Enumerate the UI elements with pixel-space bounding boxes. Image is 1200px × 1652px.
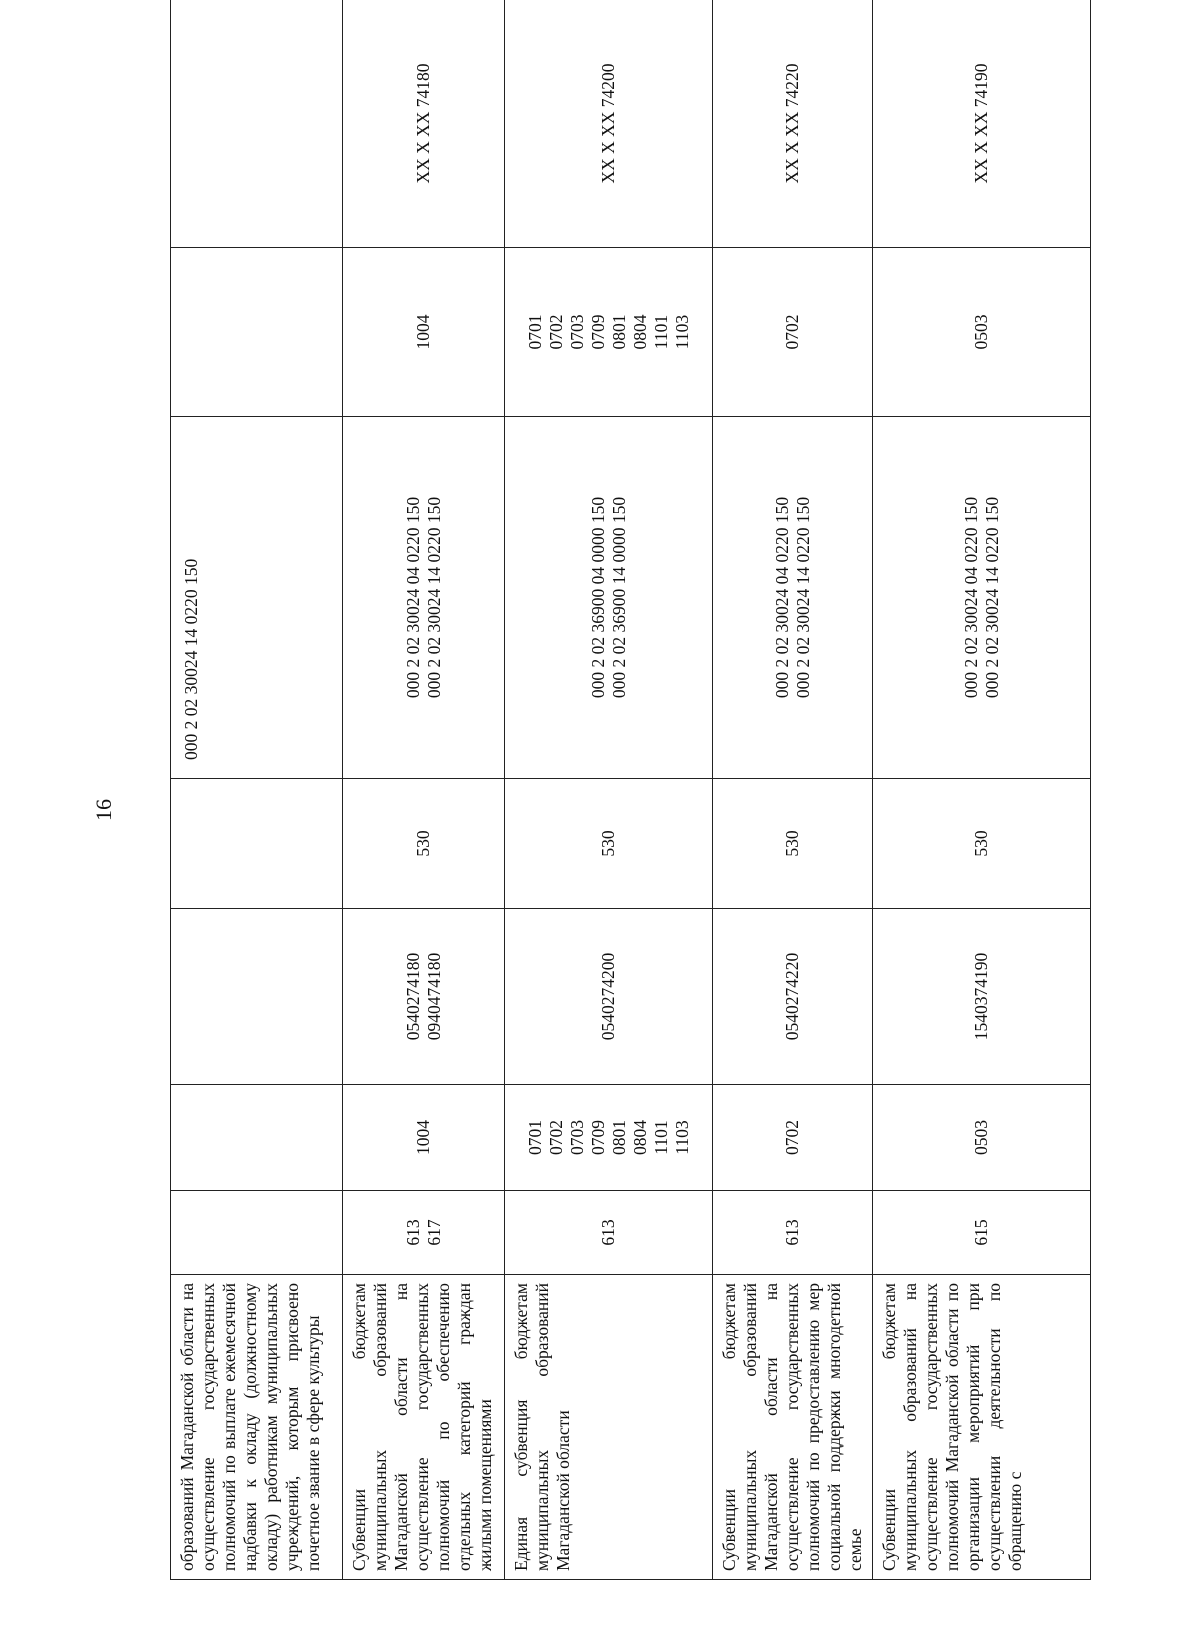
cell-line: 000 2 02 30024 04 0220 150 xyxy=(960,496,981,699)
vr-cell xyxy=(171,1191,343,1275)
cell-line: 615 xyxy=(971,1219,991,1246)
table-row xyxy=(171,0,343,1580)
description-cell: Субвенции бюджетам муниципальных образований Магаданской области на осуществление государственных полномочий по обеспечению отдельных категорий граждан жилыми помещениями xyxy=(343,1275,505,1580)
rz-prz-cell xyxy=(505,1085,713,1191)
cell-line: 0801 xyxy=(608,1120,629,1155)
cell-line: 000 2 02 30024 04 0220 150 xyxy=(771,496,792,699)
page-number: 16 xyxy=(91,799,116,821)
vr2-cell: 530 xyxy=(713,779,873,909)
rz-prz-cell xyxy=(343,1085,505,1191)
rz-prz-cell xyxy=(713,1085,873,1191)
cell-line: 0801 xyxy=(608,314,629,350)
code-cell: XX X XX 74180 xyxy=(343,0,505,248)
csr-cell xyxy=(505,909,713,1085)
description-cell: Единая субвенция бюджетам муниципальных образований Магаданской области xyxy=(505,1275,713,1580)
cell-line: 617 xyxy=(423,1219,444,1246)
vr-cell xyxy=(343,1191,505,1275)
cell-line: 000 2 02 36900 04 0000 150 xyxy=(587,496,608,699)
cell-line: 000 2 02 30024 14 0220 150 xyxy=(181,558,201,760)
cell-line: 000 2 02 30024 14 0220 150 xyxy=(981,496,1002,699)
rz-prz2-cell xyxy=(713,248,873,417)
cell-line: 0701 xyxy=(524,314,545,350)
cell-line: 0702 xyxy=(545,1120,566,1155)
cell-line: 0804 xyxy=(629,314,650,350)
cell-line: 0702 xyxy=(782,1120,802,1155)
rz-prz2-cell xyxy=(873,248,1091,417)
cell-line: 613 xyxy=(402,1219,423,1246)
rotated-table-wrapper xyxy=(170,63,1090,1580)
rz-prz-cell xyxy=(171,1085,343,1191)
cell-line: 0540274220 xyxy=(782,952,802,1041)
description-cell: образований Магаданской области на осуществление государственных полномочий по выплате ежемесячной надбавки к окладу (должностному окладу) работникам муниципальных учреждений, которым присвоено почетное звание в сфере культуры xyxy=(171,1275,343,1580)
cell-line: 1103 xyxy=(671,1120,692,1155)
code-cell: XX X XX 74200 xyxy=(505,0,713,248)
kbk-cell xyxy=(505,417,713,779)
table-body xyxy=(171,0,1091,1580)
cell-line: 0703 xyxy=(566,1120,587,1155)
cell-line: 1101 xyxy=(650,1120,671,1155)
table-row xyxy=(713,0,873,1580)
code-cell xyxy=(171,0,343,248)
cell-line: 1103 xyxy=(671,314,692,350)
code-cell: XX X XX 74220 xyxy=(713,0,873,248)
kbk-cell xyxy=(343,417,505,779)
cell-line: 0701 xyxy=(524,1120,545,1155)
vr-cell xyxy=(873,1191,1091,1275)
cell-line: 0503 xyxy=(971,1120,991,1155)
table-row xyxy=(873,0,1091,1580)
kbk-cell xyxy=(713,417,873,779)
cell-line: 1004 xyxy=(413,1120,433,1155)
vr2-cell: 530 xyxy=(873,779,1091,909)
csr-cell xyxy=(713,909,873,1085)
vr-cell xyxy=(713,1191,873,1275)
table-row xyxy=(505,0,713,1580)
rz-prz2-cell xyxy=(343,248,505,417)
csr-cell xyxy=(171,909,343,1085)
cell-line: 1101 xyxy=(650,314,671,350)
csr-cell xyxy=(873,909,1091,1085)
rz-prz-cell xyxy=(873,1085,1091,1191)
kbk-cell xyxy=(171,417,343,779)
description-cell: Субвенции бюджетам муниципальных образований на осуществление государственных полномочий Магаданской области по организации мероприятий при осуществлении деятельности по обращению с xyxy=(873,1275,1091,1580)
cell-line: 0709 xyxy=(587,1120,608,1155)
cell-line: 000 2 02 30024 04 0220 150 xyxy=(402,496,423,699)
vr-cell xyxy=(505,1191,713,1275)
kbk-cell xyxy=(873,417,1091,779)
cell-line: 613 xyxy=(598,1219,618,1246)
rz-prz2-cell xyxy=(505,248,713,417)
vr2-cell: 530 xyxy=(505,779,713,909)
cell-line: 0702 xyxy=(782,314,802,350)
cell-line: 0540274180 xyxy=(402,952,423,1041)
cell-line: 0503 xyxy=(971,314,991,350)
cell-line: 0703 xyxy=(566,314,587,350)
description-cell: Субвенции бюджетам муниципальных образований Магаданской области на осуществление государственных полномочий по предоставлению мер социальной поддержки многодетной семье xyxy=(713,1275,873,1580)
cell-line: 0709 xyxy=(587,314,608,350)
cell-line: 1004 xyxy=(413,314,433,350)
table-row xyxy=(343,0,505,1580)
cell-line: 1540374190 xyxy=(971,952,991,1041)
vr2-cell: 530 xyxy=(343,779,505,909)
cell-line: 000 2 02 30024 14 0220 150 xyxy=(792,496,813,699)
budget-table xyxy=(170,0,1091,1580)
cell-line: 613 xyxy=(782,1219,802,1246)
cell-line: 0804 xyxy=(629,1120,650,1155)
csr-cell xyxy=(343,909,505,1085)
cell-line: 0940474180 xyxy=(423,952,444,1041)
vr2-cell xyxy=(171,779,343,909)
cell-line: 000 2 02 36900 14 0000 150 xyxy=(608,496,629,699)
cell-line: 0540274200 xyxy=(598,952,618,1041)
cell-line: 000 2 02 30024 14 0220 150 xyxy=(423,496,444,699)
code-cell: XX X XX 74190 xyxy=(873,0,1091,248)
rz-prz2-cell xyxy=(171,248,343,417)
cell-line: 0702 xyxy=(545,314,566,350)
